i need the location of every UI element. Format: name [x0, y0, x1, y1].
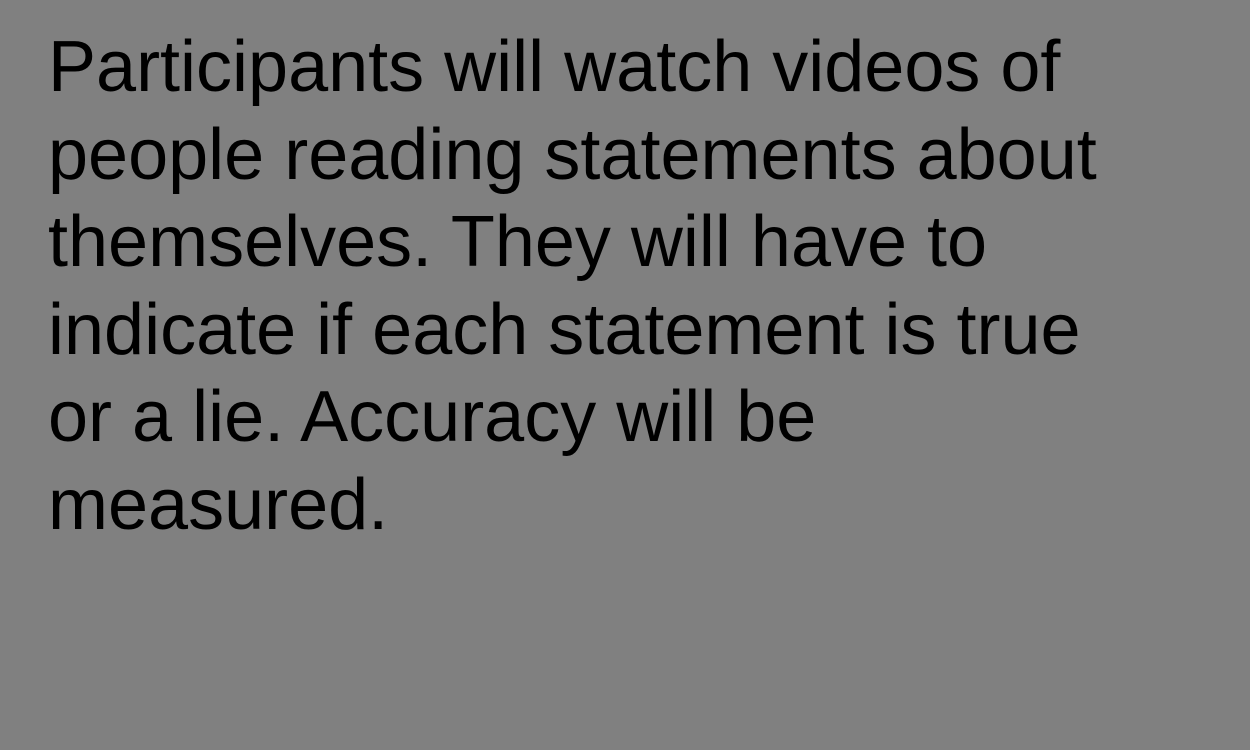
instruction-line: or a lie. Accuracy will be — [48, 377, 817, 457]
instruction-line: Participants will watch videos of — [48, 27, 1061, 107]
instruction-line: people reading statements about — [48, 114, 1097, 195]
instruction-text — [48, 24, 1208, 549]
instruction-line: themselves. They will have to — [48, 202, 988, 282]
instruction-line: measured. — [48, 464, 389, 545]
instruction-line: indicate if each statement is true — [48, 289, 1081, 370]
